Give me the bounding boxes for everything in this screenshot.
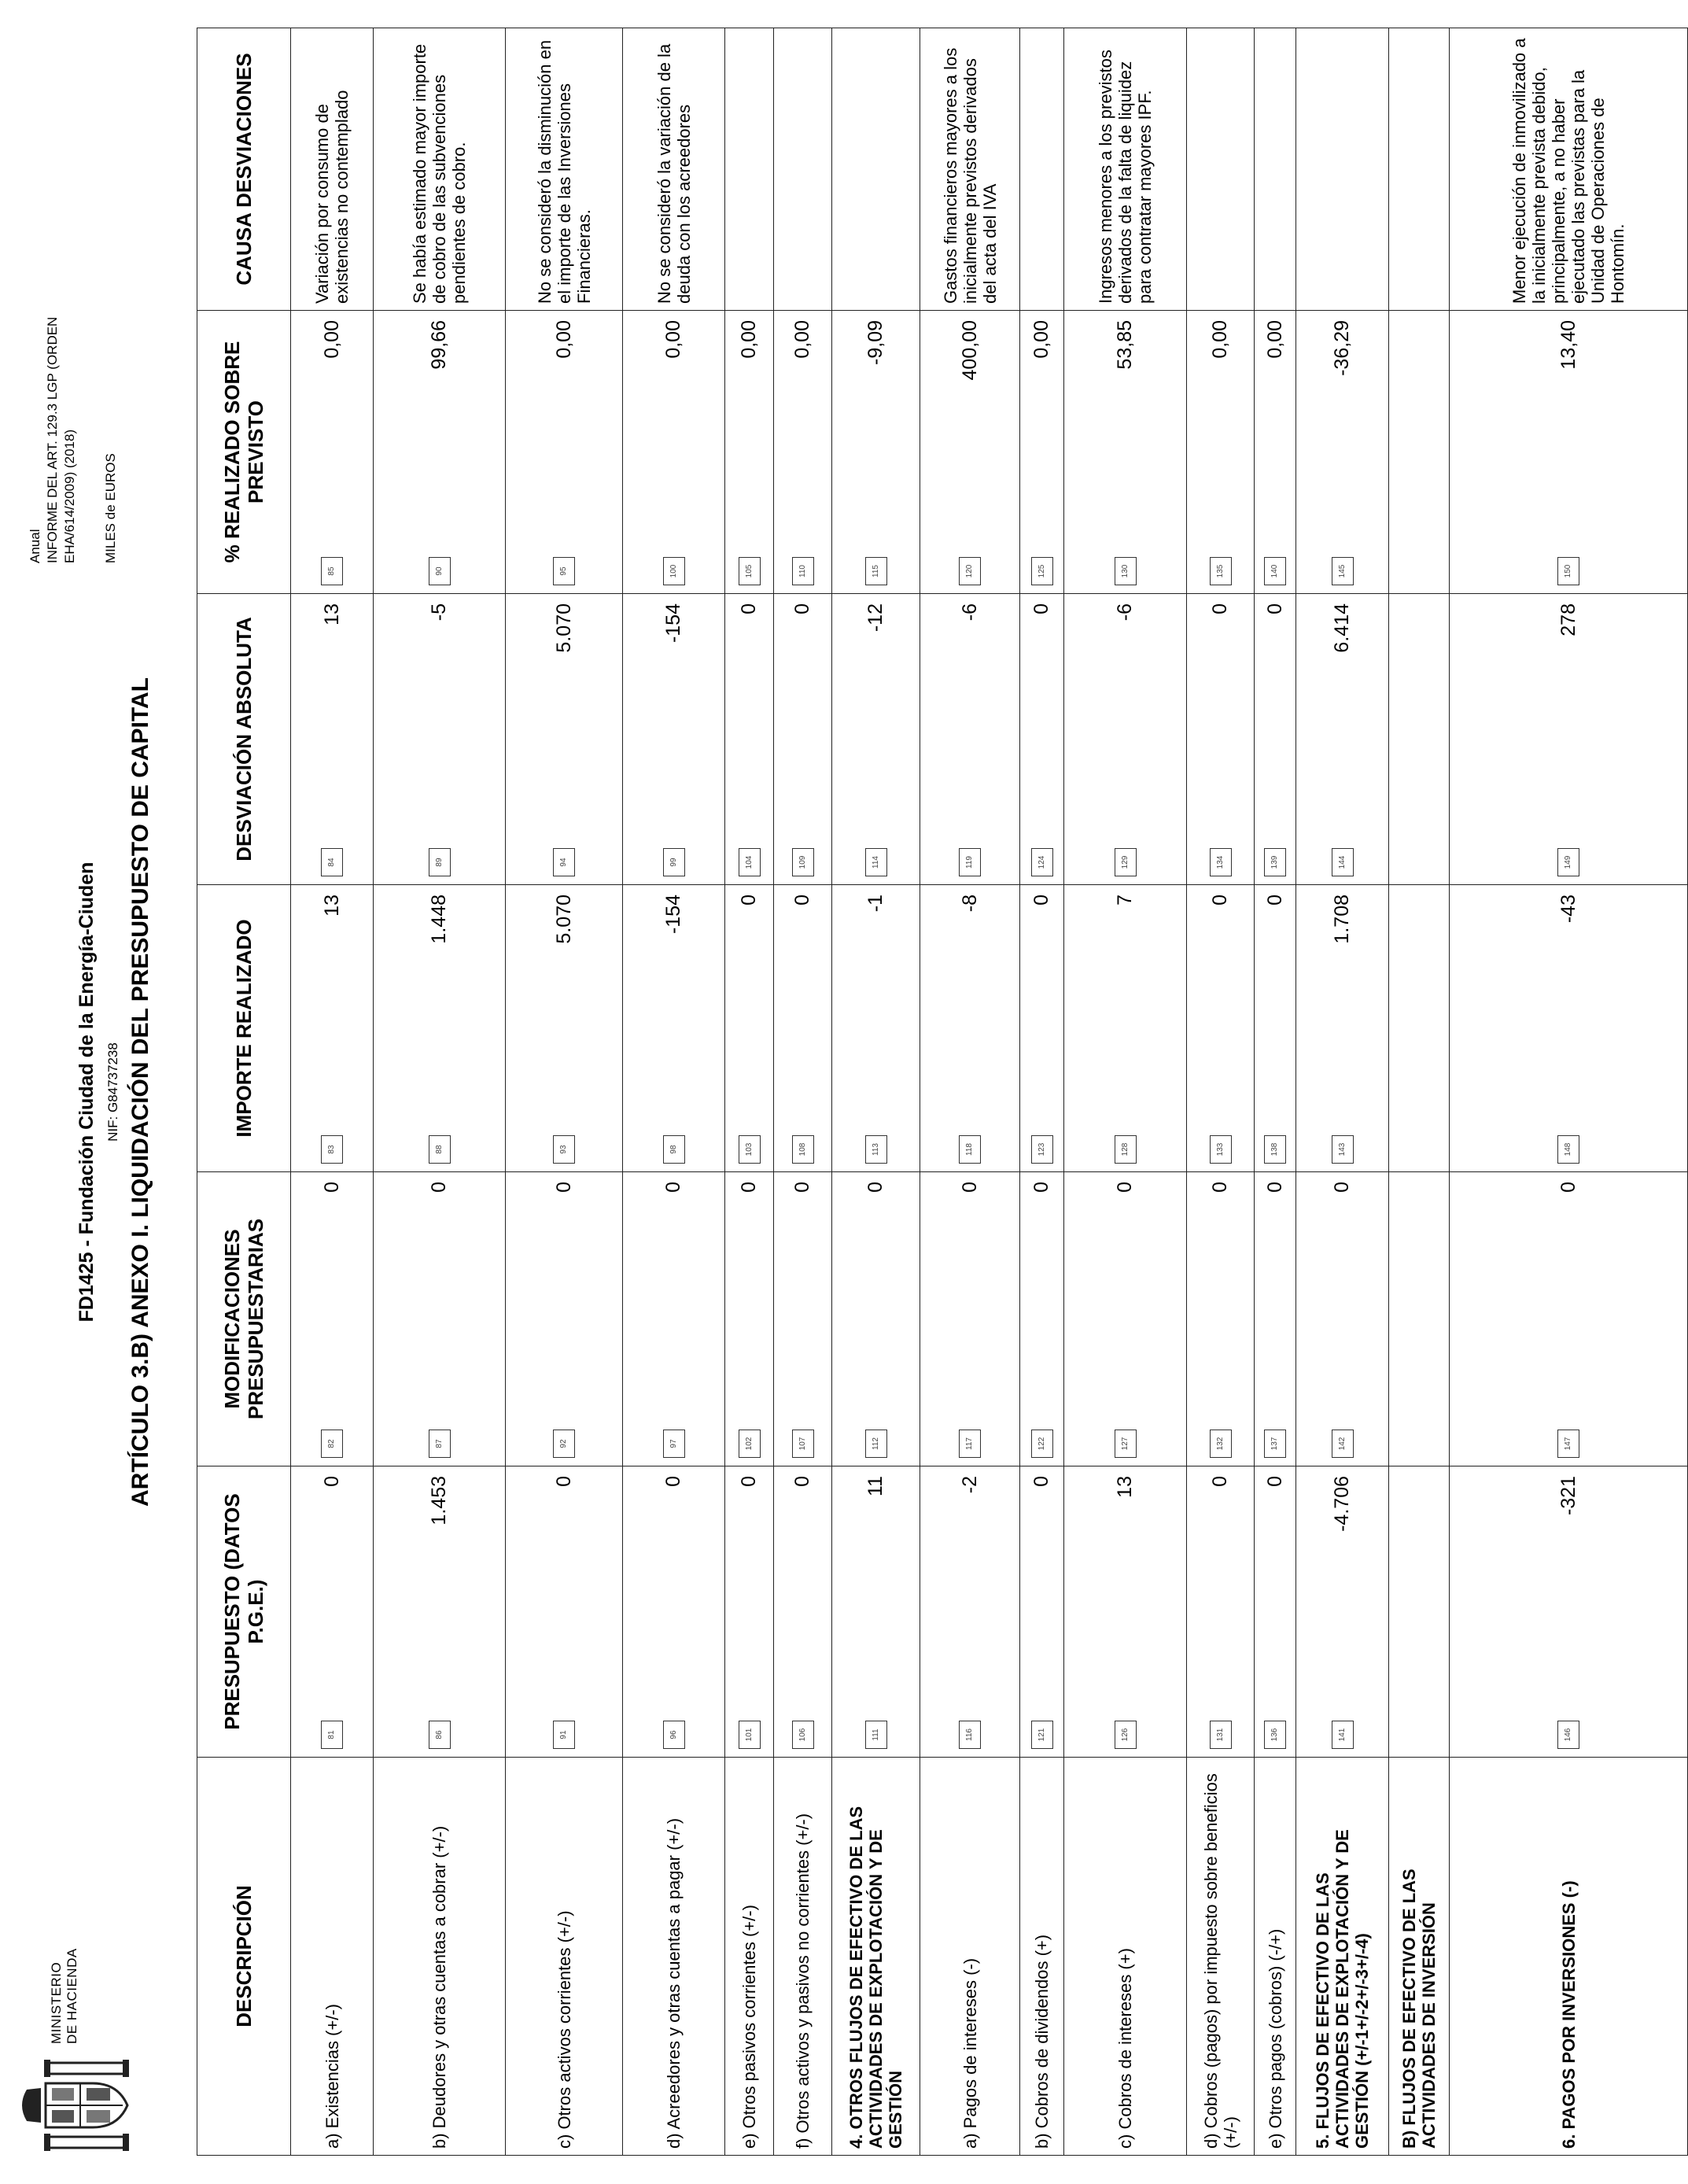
report-reference-line2: EHA/614/2009) (2018) [62,429,77,563]
modificaciones-cell [506,1172,623,1466]
cause-cell [1187,28,1255,311]
presupuesto-cell [832,1466,920,1758]
ministry-line1: MINISTERIO [49,1961,64,2044]
table-row [1296,28,1389,2156]
modificaciones-cell [1255,1172,1296,1466]
field-code: 94 [553,848,575,876]
cause-cell: No se consideró la disminución en el importe de las Inversiones Financieras. [506,28,623,311]
modificaciones-cell [623,1172,725,1466]
field-code: 134 [1210,848,1232,876]
field-code: 145 [1332,557,1354,585]
desviacion-cell [374,594,506,885]
porcentaje-value: 53,85 [1114,320,1136,370]
importe-cell [374,885,506,1172]
modificaciones-value: 0 [864,1182,886,1193]
desviacion-cell [1255,594,1296,885]
cause-cell [832,28,920,311]
cause-cell: Ingresos menores a los previstos derivados de la falta de liquidez para contratar mayores IPF. [1064,28,1187,311]
importe-value: 1.448 [428,895,450,944]
porcentaje-value: 400,00 [958,320,981,381]
field-code: 125 [1031,557,1053,585]
modificaciones-value: 0 [662,1182,684,1193]
presupuesto-cell [374,1466,506,1758]
cause-cell: No se consideró la variación de la deuda con los acreedores [623,28,725,311]
row-description: d) Acreedores y otras cuentas a pagar (+/-) [623,1758,725,2156]
page-title: ARTÍCULO 3.B) ANEXO I. LIQUIDACIÓN DEL PRESUPUESTO DE CAPITAL [127,677,153,1507]
modificaciones-value: 0 [428,1182,450,1193]
modificaciones-value: 0 [320,1182,343,1193]
field-code: 105 [739,557,761,585]
porcentaje-cell [1255,311,1296,594]
field-code: 141 [1332,1721,1354,1749]
row-description: e) Otros pagos (cobros) (-/+) [1255,1758,1296,2156]
cause-cell: Variación por consumo de existencias no contemplado [291,28,374,311]
table-row [374,28,506,2156]
table-row [1389,28,1450,2156]
cause-cell [725,28,774,311]
porcentaje-value: 0,00 [320,320,343,359]
field-code: 116 [959,1721,981,1749]
field-code: 129 [1115,848,1137,876]
porcentaje-value: 0,00 [738,320,760,359]
presupuesto-cell [920,1466,1020,1758]
desviacion-cell [1020,594,1064,885]
desviacion-value: 278 [1557,603,1579,636]
field-code: 84 [321,848,343,876]
desviacion-cell [1187,594,1255,885]
field-code: 98 [663,1135,685,1164]
desviacion-value: -12 [864,603,886,633]
importe-cell [920,885,1020,1172]
field-code: 118 [959,1135,981,1164]
field-code: 88 [429,1135,451,1164]
presupuesto-cell [291,1466,374,1758]
field-code: 86 [429,1721,451,1749]
desviacion-cell [291,594,374,885]
importe-value: 1.708 [1331,895,1353,944]
porcentaje-cell [920,311,1020,594]
importe-value: 0 [791,895,813,906]
field-code: 90 [429,557,451,585]
cause-cell: Menor ejecución de inmovilizado a la inicialmente prevista debido, principalmente, a no haber ejecutado las previstas para la Unidad de Operaciones de Hontomín. [1450,28,1688,311]
porcentaje-cell [506,311,623,594]
field-code: 95 [553,557,575,585]
field-code: 96 [663,1721,685,1749]
col-header-desviacion: DESVIACIÓN ABSOLUTA [197,594,291,885]
desviacion-cell [920,594,1020,885]
table-header-row [197,28,291,2156]
presupuesto-cell [1255,1466,1296,1758]
desviacion-value: 13 [320,603,343,625]
modificaciones-cell [832,1172,920,1466]
porcentaje-value: 0,00 [662,320,684,359]
modificaciones-value: 0 [1331,1182,1353,1193]
table-row [920,28,1020,2156]
importe-value: -43 [1557,895,1579,924]
importe-cell [1064,885,1187,1172]
desviacion-value: 6.414 [1331,603,1353,653]
field-code: 109 [792,848,814,876]
field-code: 120 [959,557,981,585]
field-code: 113 [865,1135,887,1164]
field-code: 103 [739,1135,761,1164]
presupuesto-value: 0 [1030,1476,1052,1487]
porcentaje-cell [774,311,832,594]
porcentaje-value: 13,40 [1557,320,1579,370]
field-code: 91 [553,1721,575,1749]
modificaciones-value: 0 [791,1182,813,1193]
importe-value: -8 [958,895,981,913]
table-row [1255,28,1296,2156]
field-code: 149 [1557,848,1579,876]
col-header-descripcion: DESCRIPCIÓN [197,1758,291,2156]
presupuesto-value: 0 [1209,1476,1231,1487]
field-code: 142 [1332,1430,1354,1458]
desviacion-cell [774,594,832,885]
presupuesto-cell [506,1466,623,1758]
report-units: MILES de EUROS [103,453,118,563]
importe-value: 7 [1114,895,1136,906]
desviacion-value: 0 [1030,603,1052,614]
field-code: 85 [321,557,343,585]
porcentaje-value: 0,00 [1209,320,1231,359]
modificaciones-cell [725,1172,774,1466]
desviacion-value: 0 [791,603,813,614]
field-code: 99 [663,848,685,876]
field-code: 137 [1264,1430,1286,1458]
presupuesto-value: 0 [738,1476,760,1487]
field-code: 126 [1115,1721,1137,1749]
desviacion-cell [506,594,623,885]
desviacion-value: 0 [1209,603,1231,614]
field-code: 104 [739,848,761,876]
field-code: 92 [553,1430,575,1458]
field-code: 82 [321,1430,343,1458]
ministry-line2: DE HACIENDA [64,1948,79,2044]
col-header-importe: IMPORTE REALIZADO [197,885,291,1172]
modificaciones-cell [1296,1172,1389,1466]
presupuesto-cell [1296,1466,1389,1758]
table-row [291,28,374,2156]
porcentaje-value: -9,09 [864,320,886,365]
presupuesto-value: 0 [791,1476,813,1487]
importe-cell [1187,885,1255,1172]
cause-cell: Gastos financieros mayores a los inicialmente previstos derivados del acta del IVA [920,28,1020,311]
col-header-porcentaje: % REALIZADO SOBRE PREVISTO [197,311,291,594]
importe-cell [725,885,774,1172]
field-code: 97 [663,1430,685,1458]
presupuesto-value: -321 [1557,1476,1579,1516]
budget-table [197,28,1688,2156]
porcentaje-value: 0,00 [1030,320,1052,359]
field-code: 147 [1557,1430,1579,1458]
row-description: b) Cobros de dividendos (+) [1020,1758,1064,2156]
cause-cell [1020,28,1064,311]
field-code: 143 [1332,1135,1354,1164]
importe-cell [1255,885,1296,1172]
report-period: Anual [28,529,42,563]
importe-value: 0 [738,895,760,906]
row-description: a) Pagos de intereses (-) [920,1758,1020,2156]
field-code: 124 [1031,848,1053,876]
presupuesto-cell [774,1466,832,1758]
table-row [1187,28,1255,2156]
importe-cell [1450,885,1688,1172]
field-code: 108 [792,1135,814,1164]
importe-value: 0 [1030,895,1052,906]
field-code: 93 [553,1135,575,1164]
field-code: 144 [1332,848,1354,876]
field-code: 148 [1557,1135,1579,1164]
porcentaje-cell [1296,311,1389,594]
field-code: 102 [739,1430,761,1458]
presupuesto-cell [623,1466,725,1758]
field-code: 83 [321,1135,343,1164]
field-code: 128 [1115,1135,1137,1164]
field-code: 146 [1557,1721,1579,1749]
field-code: 121 [1031,1721,1053,1749]
presupuesto-cell [1187,1466,1255,1758]
porcentaje-cell [1020,311,1064,594]
field-code: 114 [865,848,887,876]
presupuesto-cell [1064,1466,1187,1758]
importe-value: -154 [662,895,684,935]
cause-cell [1296,28,1389,311]
desviacion-value: -5 [428,603,450,622]
field-code: 127 [1115,1430,1137,1458]
porcentaje-cell [374,311,506,594]
empty-cell [1389,885,1450,1172]
modificaciones-cell [374,1172,506,1466]
porcentaje-cell [1450,311,1688,594]
empty-cell [1389,594,1450,885]
row-description: 5. FLUJOS DE EFECTIVO DE LAS ACTIVIDADES DE EXPLOTACIÓN Y DE GESTIÓN (+/-1+/-2+/-3+/-4) [1296,1758,1389,2156]
modificaciones-cell [1064,1172,1187,1466]
modificaciones-cell [1450,1172,1688,1466]
presupuesto-value: 1.453 [428,1476,450,1525]
table-row [1450,28,1688,2156]
presupuesto-cell [725,1466,774,1758]
importe-value: -1 [864,895,886,913]
modificaciones-value: 0 [958,1182,981,1193]
desviacion-cell [623,594,725,885]
field-code: 111 [865,1721,887,1749]
presupuesto-value: 13 [1114,1476,1136,1498]
field-code: 87 [429,1430,451,1458]
presupuesto-value: 0 [1263,1476,1286,1487]
field-code: 106 [792,1721,814,1749]
desviacion-cell [832,594,920,885]
field-code: 119 [959,848,981,876]
empty-cell [1389,1466,1450,1758]
field-code: 89 [429,848,451,876]
cause-cell [1255,28,1296,311]
field-code: 81 [321,1721,343,1749]
presupuesto-value: 11 [864,1476,886,1496]
porcentaje-cell [623,311,725,594]
desviacion-value: 0 [738,603,760,614]
importe-cell [623,885,725,1172]
row-description: b) Deudores y otras cuentas a cobrar (+/-) [374,1758,506,2156]
importe-value: 0 [1209,895,1231,906]
porcentaje-cell [1187,311,1255,594]
field-code: 130 [1115,557,1137,585]
importe-value: 13 [320,895,343,917]
modificaciones-value: 0 [1557,1182,1579,1193]
porcentaje-value: 0,00 [552,320,575,359]
row-description: 6. PAGOS POR INVERSIONES (-) [1450,1758,1688,2156]
modificaciones-value: 0 [1263,1182,1286,1193]
organization-nif: NIF: G84737238 [105,1042,120,1142]
field-code: 150 [1557,557,1579,585]
modificaciones-value: 0 [1114,1182,1136,1193]
field-code: 115 [865,557,887,585]
field-code: 100 [663,557,685,585]
presupuesto-value: -4.706 [1331,1476,1353,1532]
desviacion-cell [1064,594,1187,885]
row-description: e) Otros pasivos corrientes (+/-) [725,1758,774,2156]
importe-cell [774,885,832,1172]
empty-cell [1389,311,1450,594]
modificaciones-value: 0 [738,1182,760,1193]
table-row [832,28,920,2156]
table-row [623,28,725,2156]
importe-value: 0 [1263,895,1286,906]
field-code: 133 [1210,1135,1232,1164]
organization-name: FD1425 - Fundación Ciudad de la Energía-Ciuden [76,861,98,1323]
empty-cell [1389,1172,1450,1466]
importe-cell [506,885,623,1172]
row-description: a) Existencias (+/-) [291,1758,374,2156]
desviacion-value: 0 [1263,603,1286,614]
importe-cell [291,885,374,1172]
col-header-causa: CAUSA DESVIACIONES [197,28,291,311]
row-description: c) Otros activos corrientes (+/-) [506,1758,623,2156]
field-code: 135 [1210,557,1232,585]
field-code: 122 [1031,1430,1053,1458]
field-code: 132 [1210,1430,1232,1458]
porcentaje-cell [725,311,774,594]
importe-cell [1296,885,1389,1172]
desviacion-cell [1296,594,1389,885]
table-row [506,28,623,2156]
report-info [27,317,120,563]
col-header-presupuesto: PRESUPUESTO (DATOS P.G.E.) [197,1466,291,1758]
field-code: 110 [792,557,814,585]
field-code: 140 [1264,557,1286,585]
field-code: 112 [865,1430,887,1458]
porcentaje-value: -36,29 [1331,320,1353,376]
desviacion-cell [1450,594,1688,885]
field-code: 131 [1210,1721,1232,1749]
desviacion-value: 5.070 [552,603,575,653]
importe-cell [832,885,920,1172]
modificaciones-value: 0 [1030,1182,1052,1193]
field-code: 123 [1031,1135,1053,1164]
empty-cell [1389,28,1450,311]
desviacion-value: -6 [958,603,981,622]
row-description: c) Cobros de intereses (+) [1064,1758,1187,2156]
report-reference-line1: INFORME DEL ART. 129.3 LGP (ORDEN [45,316,60,563]
desviacion-cell [725,594,774,885]
modificaciones-cell [774,1172,832,1466]
importe-cell [1020,885,1064,1172]
field-code: 138 [1264,1135,1286,1164]
field-code: 107 [792,1430,814,1458]
table-row [725,28,774,2156]
porcentaje-cell [291,311,374,594]
desviacion-value: -6 [1114,603,1136,622]
row-description: f) Otros activos y pasivos no corrientes (+/-) [774,1758,832,2156]
col-header-modificaciones: MODIFICACIONES PRESUPUESTARIAS [197,1172,291,1466]
modificaciones-cell [1187,1172,1255,1466]
porcentaje-value: 0,00 [791,320,813,359]
modificaciones-cell [1020,1172,1064,1466]
field-code: 139 [1264,848,1286,876]
modificaciones-cell [291,1172,374,1466]
modificaciones-value: 0 [552,1182,575,1193]
field-code: 136 [1264,1721,1286,1749]
porcentaje-value: 99,66 [428,320,450,370]
desviacion-value: -154 [662,603,684,644]
cause-cell [774,28,832,311]
modificaciones-cell [920,1172,1020,1466]
presupuesto-cell [1020,1466,1064,1758]
table-row [1020,28,1064,2156]
section-title-inversion: B) FLUJOS DE EFECTIVO DE LAS ACTIVIDADES DE INVERSIÓN [1389,1758,1450,2156]
importe-value: 5.070 [552,895,575,944]
table-row [774,28,832,2156]
presupuesto-value: 0 [662,1476,684,1487]
row-description: 4. OTROS FLUJOS DE EFECTIVO DE LAS ACTIVIDADES DE EXPLOTACIÓN Y DE GESTIÓN [832,1758,920,2156]
field-code: 117 [959,1430,981,1458]
presupuesto-cell [1450,1466,1688,1758]
table-row [1064,28,1187,2156]
row-description: d) Cobros (pagos) por impuesto sobre beneficios (+/-) [1187,1758,1255,2156]
cause-cell: Se había estimado mayor importe de cobro de las subvenciones pendientes de cobro. [374,28,506,311]
field-code: 101 [739,1721,761,1749]
porcentaje-cell [832,311,920,594]
presupuesto-value: -2 [958,1476,981,1494]
presupuesto-value: 0 [552,1476,575,1487]
modificaciones-value: 0 [1209,1182,1231,1193]
presupuesto-value: 0 [320,1476,343,1487]
porcentaje-cell [1064,311,1187,594]
porcentaje-value: 0,00 [1263,320,1286,359]
